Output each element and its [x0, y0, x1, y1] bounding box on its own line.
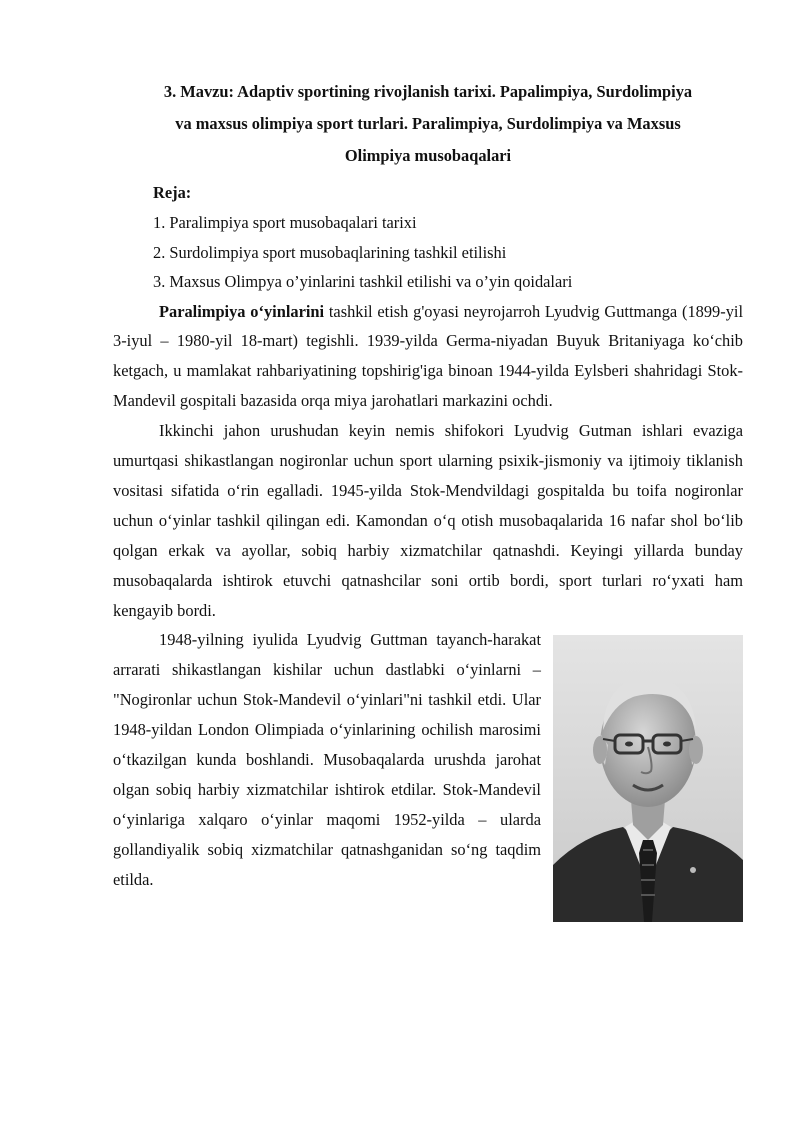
paragraph-1-text: tashkil etish g'oyasi neyrojarroh Lyudvig Guttmanga (1899-yil 3-iyul – 1980-yil 18-mart) tegishli. 1939-yilda Germa-niyadan Buyuk Britaniyaga ko‘chib ketgach, u mamlakat rahbariyatining topshirig'iga binoan 1944-yilda Eylsberi shahridagi Stok-Mandevil gospitali bazasida orqa miya jarohatlari markazini ochdi.	[113, 301, 744, 411]
paragraph-1	[113, 297, 743, 417]
portrait-photo	[553, 635, 743, 922]
paragraph-1-bold-lead: Paralimpiya o‘yinlarini	[159, 301, 325, 321]
title-line-1: 3. Mavzu: Adaptiv sportining rivojlanish tarixi. Papalimpiya, Surdolimpiya	[163, 82, 693, 101]
paragraph-2: Ikkinchi jahon urushudan keyin nemis shifokori Lyudvig Gutman ishlari evaziga umurtqasi shikastlangan nogironlar uchun sport ularning psixik-jismoniy va ijtimoiy tiklanish vositasi sifatida o‘rin egalladi. 1945-yilda Stok-Mendvildagi gospitalda bu toifa nogironlar uchun o‘yinlar tashkil qilingan edi. Kamondan o‘q otish musobaqalarida 16 nafar shol bo‘lib qolgan erkak va ayollar, sobiq harbiy xizmatchilar qatnashdi. Keyingi yillarda bunday musobaqalarda ishtirok etuvchi qatnashcilar soni ortib bordi, sport turlari ro‘yxati ham kengayib bordi.	[113, 421, 743, 620]
page-title	[113, 76, 743, 172]
plan-item: 2. Surdolimpiya sport musobaqlarining tashkil etilishi	[153, 242, 507, 262]
portrait-icon	[553, 635, 743, 922]
plan-section	[153, 178, 743, 297]
plan-item: 3. Maxsus Olimpya o’yinlarini tashkil etilishi va o’yin qoidalari	[153, 272, 573, 291]
title-line-2: va maxsus olimpiya sport turlari. Paralimpiya, Surdolimpiya va Maxsus	[175, 114, 681, 133]
photo-text-block	[113, 625, 743, 894]
plan-item: 1. Paralimpiya sport musobaqalari tarixi	[153, 213, 417, 232]
plan-heading: Reja:	[153, 183, 192, 202]
paragraph-3-column	[113, 625, 543, 894]
paragraph-3: 1948-yilning iyulida Lyudvig Guttman tayanch-harakat arrarati shikastlangan kishilar uchun dastlabki o‘yinlarni – "Nogironlar uchun Stok-Mandevil o‘yinlari"ni tashkil etdi. Ular 1948-yildan London Olimpiada o‘yinlarining ochilish marosimi o‘tkazilgan kunda boshlandi. Musobaqalarda urushda jarohat olgan sobiq harbiy xizmatchilar ishtirok etdilar. Stok-Mandevil o‘yinlariga xalqaro o‘yinlar maqomi 1952-yilda – ularda gollandiyalik sobiq xizmatchilar qatnashganidan so‘ng taqdim etilda.	[113, 630, 541, 889]
title-line-3: Olimpiya musobaqalari	[344, 146, 512, 165]
plan-list	[153, 208, 743, 297]
